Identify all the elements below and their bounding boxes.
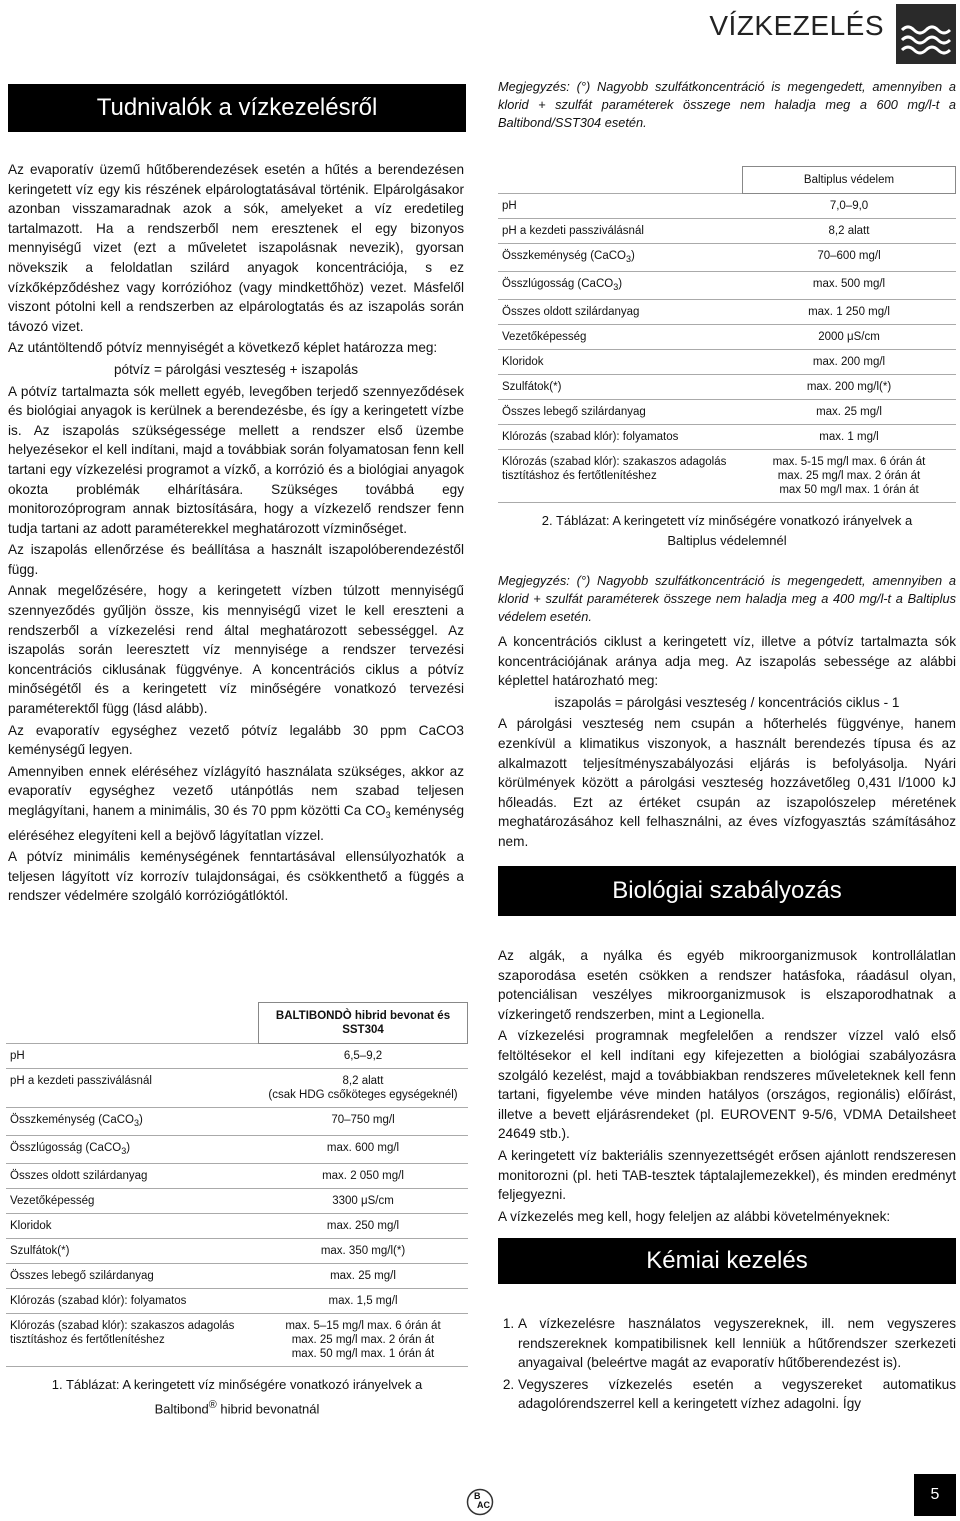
paragraph: A koncentrációs ciklust a keringetett víz, illetve a pótvíz tartalmazta sók koncentrációjának aránya adja meg. Az iszapolás sebessége az alábbi képlettel határozható meg: (498, 634, 956, 689)
label-text: pH (502, 200, 517, 212)
row-label (498, 400, 743, 425)
label-text: Összes oldott szilárdanyag (10, 1170, 148, 1182)
caption-line: 1. Táblázat: A keringetett víz minőségére vonatkozó irányelvek a (51, 1377, 423, 1392)
row-label (6, 1044, 259, 1069)
table-row (498, 194, 956, 219)
row-value: 8,2 alatt (743, 219, 956, 244)
table-row (6, 1136, 468, 1164)
table-row (6, 1044, 468, 1069)
table-header: BALTIBONDÒ hibrid bevonat és SST304 (259, 1003, 468, 1044)
paragraph: Annak megelőzésére, hogy a keringetett vízben túlzott mennyiségű szennyeződés gyűljön össze, kis mennyiségű vizet le kell ereszteni a rendszerből a vízkezelési rend által meghatározott sebességgel. Az iszapolás során leeresztett víz mennyisége a rendszer tervezési koncentrációs ciklusának függvénye. A koncentrációs ciklus a pótvíz minőségétől és a keringetett víz minőségére vonatkozó tervezési paraméterektől függ (lásd alább). (8, 583, 464, 717)
caption-line (6, 1395, 468, 1419)
table-row (498, 244, 956, 272)
label-text: pH a kezdeti passziválásnál (10, 1075, 152, 1087)
row-label (6, 1289, 259, 1314)
page-number: 5 (914, 1474, 956, 1516)
row-value: 3300 μS/cm (259, 1189, 468, 1214)
row-label (6, 1189, 259, 1214)
row-label (6, 1069, 259, 1108)
table-row (498, 375, 956, 400)
row-value: max. 1 mg/l (743, 425, 956, 450)
row-label (6, 1239, 259, 1264)
table-row (498, 219, 956, 244)
table-caption: 2. Táblázat: A keringetett víz minőségére vonatkozó irányelvek a Baltiplus védelemnél (541, 513, 913, 548)
left-column (8, 160, 464, 908)
label-text: pH (10, 1050, 25, 1062)
row-label (6, 1214, 259, 1239)
row-label (6, 1136, 259, 1164)
subscript: 3 (613, 282, 619, 292)
table-row (498, 300, 956, 325)
row-value: 8,2 alatt (csak HDG csőköteges egységeknél) (259, 1069, 468, 1108)
label-text: ) (126, 1142, 131, 1154)
row-value: max. 25 mg/l (743, 400, 956, 425)
row-value: max. 200 mg/l(*) (743, 375, 956, 400)
row-label (498, 272, 743, 300)
row-label (498, 194, 743, 219)
logo-text: B (474, 1491, 481, 1501)
label-text: Klórozás (szabad klór): folyamatos (502, 431, 679, 443)
table-row (6, 1164, 468, 1189)
subscript: 3 (121, 1146, 127, 1156)
label-text: Szulfátok(*) (502, 381, 562, 393)
paragraph: Az evaporatív üzemű hűtőberendezések esetén a hűtés a berendezésen keringetett víz egy kis részének elpárologtatásával történik. Elpárolgásakor azonban visszamaradnak azok a sók, amelyeket a víz eredetileg tartalmazott. Ha a rendszerből nem eresztenek el egy bizonyos mennyiségű vizet (ezt a műveletet iszapolásnak nevezik), gyorsan növekszik a feloldatlan szilárd anyagok koncentrációja, s ez vízkőképződéshez vagy korrózióhoz (vagy mindkettőhöz) vezet. Másfelől viszont pótolni kell a rendszerben az elpárologtatás és az iszapolás során távozó vizet. (8, 162, 464, 334)
row-label (6, 1264, 259, 1289)
label-text: Összkeménység (CaCO (502, 250, 626, 262)
subscript: 3 (133, 1118, 139, 1128)
row-label (498, 450, 743, 503)
table-2 (498, 166, 956, 551)
row-value: max. 200 mg/l (743, 350, 956, 375)
paragraph: A keringetett víz bakteriális szennyezettségét erősen ajánlott rendszeresen monitorozni (pl. heti TAB-tesztek táptalajlemezekkel), és minden eredményt feljegyezni. (498, 1147, 956, 1203)
note: Megjegyzés: (°) Nagyobb szulfátkoncentráció is megengedett, amennyiben a klorid + szulfát paraméterek összege nem haladja meg a 600 mg/l-t a Baltibond/SST304 esetén. (498, 79, 956, 130)
logo-text: AC (477, 1500, 490, 1510)
table-row (6, 1189, 468, 1214)
paragraph: A vízkezelési programnak megfelelően a rendszer vízzel való első feltöltésekor el kell indítani egy kifejezetten a biológiai szabályozásra szolgáló kezelést, majd a továbbiakban rendszeres műveleteknek kell fenn tartani, figyelembe véve minden hatályos (országos, regionális) előírást, illetve a bevett eljárásrendeket (pl. EUROVENT 9-5/6, VDMA Detailsheet 24649 stb.). (498, 1028, 956, 1142)
label-text: Összkeménység (CaCO (10, 1114, 134, 1126)
label-text: Összes lebegő szilárdanyag (502, 406, 646, 418)
label-text: Klórozás (szabad klór): folyamatos (10, 1295, 187, 1307)
note: Megjegyzés: (°) Nagyobb szulfátkoncentráció is megengedett, amennyiben a klorid + szulfát paraméterek összege nem haladja meg a 400 mg/l-t a Baltiplus védelem esetén. (498, 573, 956, 624)
chem-list (498, 1314, 956, 1414)
chem-section (498, 1314, 956, 1416)
table-row (6, 1214, 468, 1239)
paragraph: Az utántöltendő pótvíz mennyiségét a következő képlet határozza meg: (8, 340, 438, 356)
subscript: 3 (385, 810, 391, 820)
banner-title: Kémiai kezelés (646, 1247, 808, 1274)
row-value: max. 5-15 mg/l max. 6 órán át max. 25 mg/l max. 2 órán át max 50 mg/l max. 1 órán át (743, 450, 956, 503)
label-text: ) (139, 1114, 143, 1126)
row-value: max. 250 mg/l (259, 1214, 468, 1239)
row-label (498, 375, 743, 400)
row-label (6, 1164, 259, 1189)
row-value: 7,0–9,0 (743, 194, 956, 219)
table-header: Baltiplus védelem (743, 167, 956, 194)
label-text: Klórozás (szabad klór): szakaszos adagolás tisztításhoz és fertőtlenítéshez (10, 1320, 235, 1346)
list-item: 1. A vízkezelésre használatos vegyszereknek, ill. nem vegyszeres rendszereknek kompatibilisnek kell lenniük a hűtőrendszer szerkezeti anyagaival (beleértve magát az evaporatív hűtőberendezést is). (518, 1314, 956, 1373)
label-text: Összlúgosság (CaCO (502, 278, 614, 290)
table-row (6, 1239, 468, 1264)
table-row (6, 1314, 468, 1367)
paragraph: Az iszapolás ellenőrzése és beállítása a használt iszapolóberendezéstől függ. (8, 542, 464, 577)
table-row (498, 325, 956, 350)
formula: iszapolás = párolgási veszteség / koncentrációs ciklus - 1 (554, 694, 900, 710)
row-value: max. 1 250 mg/l (743, 300, 956, 325)
row-label (6, 1108, 259, 1136)
label-text: Összes lebegő szilárdanyag (10, 1270, 154, 1282)
table-row (498, 450, 956, 503)
right-column-text (498, 572, 956, 854)
text: Amennyiben ennek eléréséhez vízlágyító használata szükséges, akkor az evaporatív egységhez vezető utánpótlás nem szabad teljesen meglágyítani, hanem a minimális, 30 és 70 ppm közötti Ca CO (8, 763, 464, 818)
row-value: 6,5–9,2 (259, 1044, 468, 1069)
formula: pótvíz = párolgási veszteség + iszapolás (113, 361, 359, 377)
row-label (498, 425, 743, 450)
row-label (498, 350, 743, 375)
paragraph (8, 762, 464, 845)
label-text: Klórozás (szabad klór): szakaszos adagolás tisztításhoz és fertőtlenítéshez (502, 456, 727, 482)
table-row (498, 272, 956, 300)
text: Baltibond (154, 1401, 209, 1417)
section-banner-biologiai (498, 866, 956, 916)
row-label (6, 1314, 259, 1367)
registered-mark: ® (208, 1399, 217, 1411)
table-row (498, 350, 956, 375)
list-item: 2. Vegyszeres vízkezelés esetén a vegyszereket automatikus adagolórendszerrel kell a keringetett vízhez adagolni. Így (518, 1375, 956, 1414)
row-value: max. 1,5 mg/l (259, 1289, 468, 1314)
header-title: VÍZKEZELÉS (709, 10, 884, 41)
table-caption (6, 1375, 468, 1419)
text: keménység eléréséhez elegyíteni kell a bejövő lágyítatlan vízzel. (8, 803, 464, 843)
row-value: max. 5–15 mg/l max. 6 órán át max. 25 mg/l max. 2 órán át max. 50 mg/l max. 1 órán át (259, 1314, 468, 1367)
row-value: max. 600 mg/l (259, 1136, 468, 1164)
row-label (498, 325, 743, 350)
table-row (6, 1289, 468, 1314)
row-label (498, 244, 743, 272)
row-label (498, 219, 743, 244)
text: hibrid bevonatnál (216, 1401, 320, 1417)
table-1 (6, 1002, 468, 1419)
table-row (498, 425, 956, 450)
table-row (6, 1264, 468, 1289)
subscript: 3 (625, 254, 631, 264)
row-value: 2000 μS/cm (743, 325, 956, 350)
label-text: Kloridok (10, 1220, 52, 1232)
row-value: 70–750 mg/l (259, 1108, 468, 1136)
table-row (498, 400, 956, 425)
label-text: Összes oldott szilárdanyag (502, 306, 640, 318)
label-text: Szulfátok(*) (10, 1245, 70, 1257)
label-text: Vezetőképesség (502, 331, 587, 343)
paragraph: A vízkezelés meg kell, hogy feleljen az alábbi követelményeknek: (498, 1208, 891, 1224)
bac-logo-icon (466, 1488, 494, 1516)
paragraph: A pótvíz tartalmazta sók mellett egyéb, levegőben terjedő szennyeződések és biológiai anyagok is kerülnek a berendezésbe, és így a keringetett vízbe is. Az iszapolás szükségessége mellett a rendszer első üzembe helyezésekor el kell indítani, majd a továbbiak során folyamatosan fenn kell tartani egy vízkezelési programot a vízkő, a korrózió és a biológiai anyagok okozta problémák elhárítására. Szükséges továbbá egy monitorozóprogram annak biztosítására, hogy a vízkezelő rendszer fenn tudja tartani az adott paraméterekkel meghatározott vízminőséget. (8, 383, 464, 536)
paragraph: Az algák, a nyálka és egyéb mikroorganizmusok kontrollálatlan szaporodása esetén csökken a rendszer hatásfoka, ráadásul olyan, potenciálisan veszélyes mikroorganizmusok is elszaporodhatnak a vízkeringető rendszerben, mint a Legionella. (498, 948, 956, 1022)
banner-title: Biológiai szabályozás (612, 877, 842, 904)
right-note-1 (498, 78, 956, 134)
label-text: pH a kezdeti passziválásnál (502, 225, 644, 237)
paragraph: Az evaporatív egységhez vezető pótvíz legalább 30 ppm CaCO3 keménységű legyen. (8, 722, 464, 758)
waves-logo-icon (896, 4, 956, 64)
banner-title: Tudnivalók a vízkezelésről (96, 94, 378, 121)
section-banner-kemiai (498, 1238, 956, 1284)
row-label (498, 300, 743, 325)
row-value: max. 350 mg/l(*) (259, 1239, 468, 1264)
label-text: ) (631, 250, 635, 262)
section-banner-tudnivalok (8, 84, 466, 132)
label-text: Vezetőképesség (10, 1195, 95, 1207)
row-value: max. 2 050 mg/l (259, 1164, 468, 1189)
table-row (6, 1108, 468, 1136)
label-text: Kloridok (502, 356, 544, 368)
label-text: Összlúgosság (CaCO (10, 1142, 122, 1154)
bio-section (498, 946, 956, 1228)
row-value: max. 25 mg/l (259, 1264, 468, 1289)
table-row (6, 1069, 468, 1108)
paragraph: A pótvíz minimális keménységének fenntartásával ellensúlyozhatók a teljesen lágyított víz korrozív tulajdonságai, és csökkenthető a függés a rendszer védelmére szolgáló korróziógátlóktól. (8, 849, 464, 904)
paragraph: A párolgási veszteség nem csupán a hőterhelés függvénye, hanem ezenkívül a klimatikus viszonyok, a használt berendezés típusa és az alkalmazott teljesítményszabályozási eljárás is befolyásolja. Nyári körülmények között a párolgási veszteség hozzávetőleg 0,431 l/1000 kJ hőleadás. Ezt az értéket csupán az iszapolószelep méretének meghatározásához kell felhasználni, az éves vízfogyasztás számításához nem. (498, 716, 956, 849)
row-value: max. 500 mg/l (743, 272, 956, 300)
label-text: ) (618, 278, 623, 290)
row-value: 70–600 mg/l (743, 244, 956, 272)
